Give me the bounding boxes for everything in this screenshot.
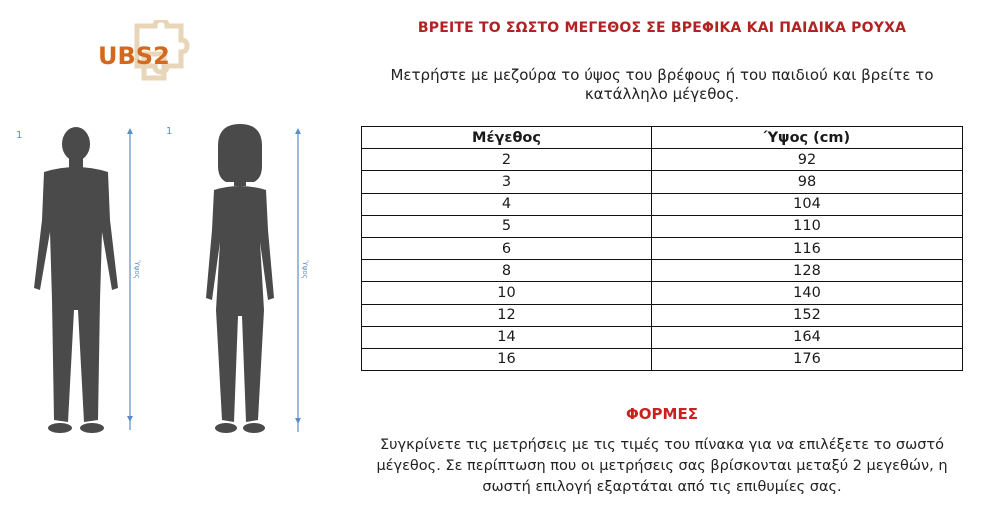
- height-cell: 128: [652, 260, 963, 282]
- girl-height-label: Ύψος: [301, 260, 309, 279]
- table-row: [362, 149, 963, 171]
- table-header-row: [362, 127, 963, 149]
- logo-text: UBS2: [98, 42, 170, 70]
- size-table: [361, 126, 963, 371]
- size-cell: 12: [362, 304, 652, 326]
- size-cell: 6: [362, 237, 652, 259]
- child-boy-silhouette-icon: [14, 120, 144, 440]
- size-cell: 2: [362, 149, 652, 171]
- note-text: Συγκρίνετε τις μετρήσεις με τις τιμές του πίνακα για να επιλέξετε το σωστό μέγεθος. Σε περίπτωση που οι μετρήσεις σας βρίσκονται μεταξύ 2 μεγεθών, η σωστή επιλογή εξαρτάται από τις επιθυμίες σας.: [376, 437, 948, 495]
- boy-figure: [14, 120, 144, 440]
- height-cell: 98: [652, 171, 963, 193]
- table-row: [362, 215, 963, 237]
- table-row: [362, 193, 963, 215]
- height-cell: 110: [652, 215, 963, 237]
- height-cell: 92: [652, 149, 963, 171]
- boy-marker: 1: [16, 130, 23, 141]
- size-cell: 14: [362, 326, 652, 348]
- child-girl-silhouette-icon: [162, 120, 312, 440]
- girl-figure: [162, 120, 312, 440]
- size-cell: 3: [362, 171, 652, 193]
- intro-text: Μετρήστε με μεζούρα το ύψος του βρέφους ή του παιδιού και βρείτε το κατάλληλο μέγεθος.: [390, 66, 934, 103]
- table-row: [362, 348, 963, 370]
- header-height: Ύψος (cm): [652, 127, 963, 149]
- girl-marker: 1: [166, 126, 173, 137]
- table-row: [362, 171, 963, 193]
- table-row: [362, 282, 963, 304]
- table-row: [362, 304, 963, 326]
- size-cell: 8: [362, 260, 652, 282]
- table-row: [362, 237, 963, 259]
- height-cell: 176: [652, 348, 963, 370]
- height-cell: 164: [652, 326, 963, 348]
- size-cell: 5: [362, 215, 652, 237]
- header-size: Μέγεθος: [362, 127, 652, 149]
- brand-logo: [92, 20, 192, 92]
- boy-height-label: Ύψος: [133, 260, 141, 279]
- size-cell: 16: [362, 348, 652, 370]
- table-row: [362, 260, 963, 282]
- size-cell: 4: [362, 193, 652, 215]
- height-cell: 116: [652, 237, 963, 259]
- height-cell: 152: [652, 304, 963, 326]
- height-cell: 104: [652, 193, 963, 215]
- size-cell: 10: [362, 282, 652, 304]
- height-cell: 140: [652, 282, 963, 304]
- note-title: ΦΟΡΜΕΣ: [626, 405, 698, 423]
- page-title: ΒΡΕΙΤΕ ΤΟ ΣΩΣΤΟ ΜΕΓΕΘΟΣ ΣΕ ΒΡΕΦΙΚΑ ΚΑΙ ΠΑΙΔΙΚΑ ΡΟΥΧΑ: [417, 20, 907, 36]
- table-row: [362, 326, 963, 348]
